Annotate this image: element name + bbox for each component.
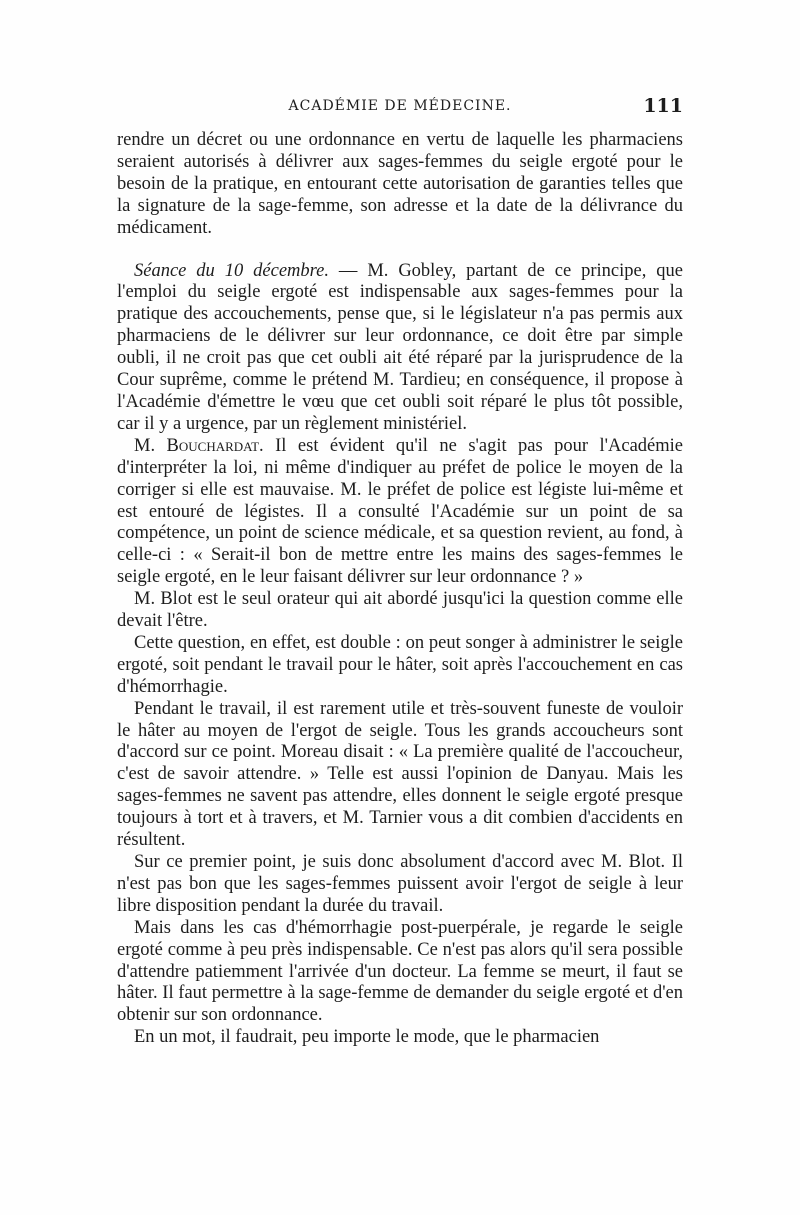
paragraph-question: Cette question, en effet, est double : on peut songer à administrer le seigle ergoté, soit pendant le travail pour le hâter, soit après l'accouchement en cas d'hémorrhagie. [117,632,683,697]
page-number: 111 [643,95,683,117]
session-date: Séance du 10 décembre. [134,260,329,281]
body-text [117,130,683,1049]
speaker-prefix: M. [134,435,167,456]
paragraph-bouchardat [117,436,683,589]
running-head [117,95,683,120]
paragraph-premier-point: Sur ce premier point, je suis donc absolument d'accord avec M. Blot. Il n'est pas bon que les sages-femmes puissent avoir l'ergot de seigle à leur libre disposition pendant la durée du travail. [117,852,683,916]
paragraph-seance [117,261,683,436]
speaker-name: Bouchardat. [166,435,264,456]
paragraph-seance-text: — M. Gobley, partant de ce principe, que l'emploi du seigle ergoté est indispensable aux sages-femmes pour la pratique des accouchements, pense que, si le législateur n'a pas permis aux pharmaciens de le délivrer sur leur ordonnance, ce doit être par simple oubli, il ne croit pas que cet oubli ait été réparé par la jurisprudence de la Cour suprême, comme le prétend M. Tardieu; en conséquence, il propose à l'Académie d'émettre le vœu que cet oubli soit réparé le plus tôt possible, car il y a urgence, par un règlement ministériel. [117,260,683,434]
paragraph-blot: M. Blot est le seul orateur qui ait abordé jusqu'ici la question comme elle devait l'être. [117,589,683,632]
paragraph-hemorrhagie: Mais dans les cas d'hémorrhagie post-puerpérale, je regarde le seigle ergoté comme à peu près indispensable. Ce n'est pas alors qu'il sera possible d'attendre patiemment l'arrivée d'un docteur. La femme se meurt, il faut se hâter. Il faut permettre à la sage-femme de demander du seigle ergoté et d'en obtenir sur son ordonnance. [117,917,683,1026]
paragraph-bouchardat-text: Il est évident qu'il ne s'agit pas pour l'Académie d'interpréter la loi, ni même d'indiquer au préfet de police le moyen de la corriger si elle est mauvaise. M. le préfet de police est légiste lui-même et est entouré de légistes. Il a consulté l'Académie sur un point de sa compétence, un point de science médicale, et sa question revient, au fond, à celle-ci : « Serait-il bon de mettre entre les mains des sages-femmes le seigle ergoté, en le leur faisant délivrer sur leur ordonnance ? » [117,435,684,588]
paragraph-conclusion: En un mot, il faudrait, peu importe le mode, que le pharmacien [134,1027,600,1048]
paragraph-continuation: rendre un décret ou une ordonnance en vertu de laquelle les pharmaciens seraient autorisés à délivrer aux sages-femmes du seigle ergoté pour le besoin de la pratique, en entourant cette autorisation de garanties telles que la signature de la sage-femme, son adresse et la date de la délivrance du médicament. [117,130,683,238]
running-title: ACADÉMIE DE MÉDECINE. [288,98,512,114]
paragraph-travail: Pendant le travail, il est rarement utile et très-souvent funeste de vouloir le hâter au moyen de l'ergot de seigle. Tous les grands accoucheurs sont d'accord sur ce point. Moreau disait : « La première qualité de l'accoucheur, c'est de savoir attendre. » Telle est aussi l'opinion de Danyau. Mais les sages-femmes ne savent pas attendre, elles donnent le seigle ergoté presque toujours à tort et à travers, et M. Tarnier vous a dit combien d'accidents en résultent. [117,698,683,851]
